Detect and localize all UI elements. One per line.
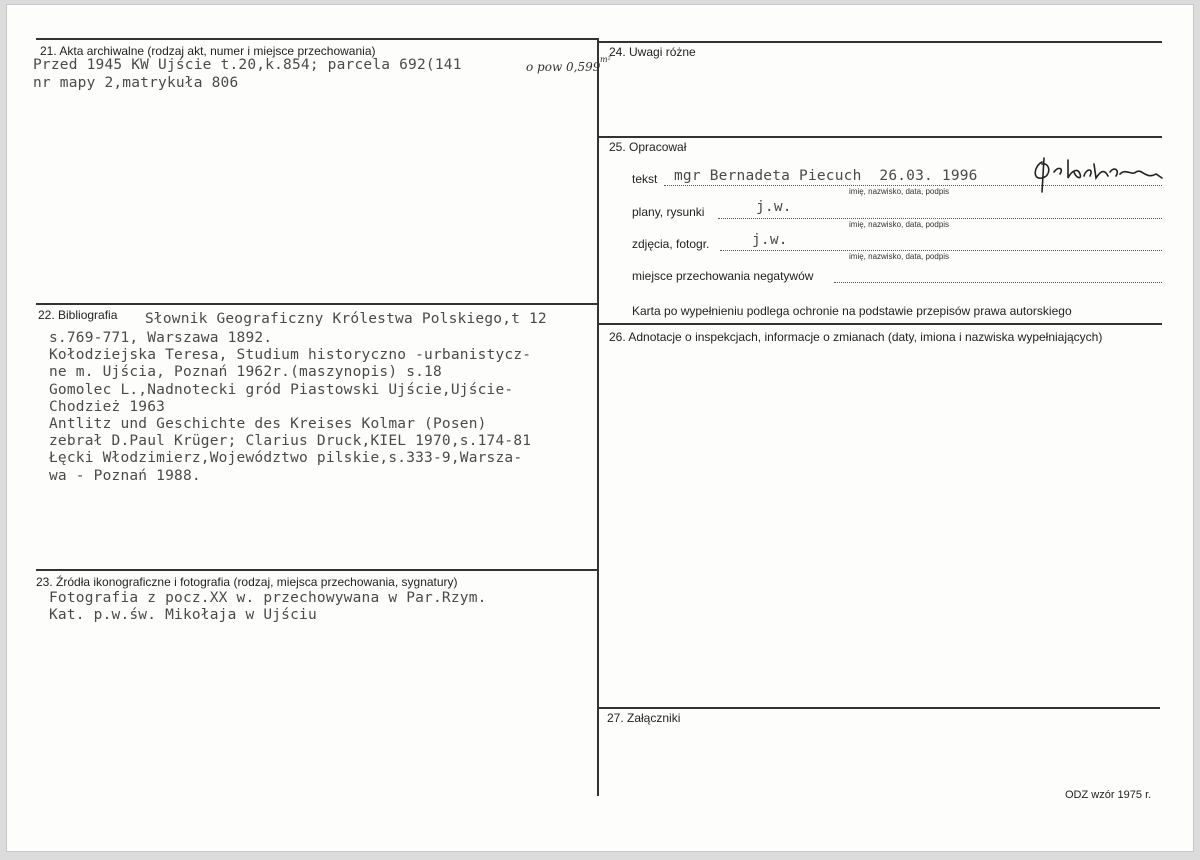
section-24-label: 24. Uwagi różne bbox=[609, 45, 696, 59]
rule-21-22 bbox=[36, 303, 598, 305]
copyright-note: Karta po wypełnieniu podlega ochronie na podstawie przepisów prawa autorskiego bbox=[632, 304, 1072, 318]
top-rule-right bbox=[598, 41, 1162, 43]
section-25-label: 25. Opracował bbox=[609, 140, 687, 154]
rule-24-25 bbox=[598, 136, 1162, 138]
section-21-handwritten-unit: m² bbox=[600, 55, 611, 64]
bibliography-line-2: s.769-771, Warszawa 1892. bbox=[49, 330, 273, 346]
bibliography-line-7: Antlitz und Geschichte des Kreises Kolmar (Posen) bbox=[49, 416, 487, 432]
bibliography-line-6: Chodzież 1963 bbox=[49, 398, 166, 415]
plany-value: j.w. bbox=[756, 199, 792, 215]
miejsce-label: miejsce przechowania negatywów bbox=[632, 269, 814, 283]
section-21-handwritten-area: o pow 0,599 bbox=[526, 60, 601, 74]
zdjecia-value: j.w. bbox=[752, 232, 788, 248]
section-23-label: 23. Źródła ikonograficzne i fotografia (rodzaj, miejsca przechowania, sygnatury) bbox=[36, 575, 458, 589]
plany-label: plany, rysunki bbox=[632, 205, 705, 219]
bibliography-line-5: Gomolec L.,Nadnotecki gród Piastowski Ujście,Ujście- bbox=[49, 381, 514, 398]
section-21-line-2: nr mapy 2,matrykuła 806 bbox=[33, 75, 239, 91]
bibliography-line-4: ne m. Ujścia, Poznań 1962r.(maszynopis) s.18 bbox=[49, 364, 442, 381]
bibliography-line-1: Słownik Geograficzny Królestwa Polskiego,t 12 bbox=[145, 311, 547, 327]
top-rule-left bbox=[36, 38, 598, 40]
tekst-label: tekst bbox=[632, 172, 658, 186]
zdjecia-dotted-line bbox=[720, 250, 1162, 251]
bibliography-line-9: Łęcki Włodzimierz,Województwo pilskie,s.333-9,Warsza- bbox=[49, 450, 523, 467]
section-21-label: 21. Akta archiwalne (rodzaj akt, numer i miejsce przechowania) bbox=[40, 44, 376, 58]
plany-caption: imię, nazwisko, data, podpis bbox=[849, 220, 950, 229]
form-identifier: ODZ wzór 1975 r. bbox=[1065, 789, 1152, 801]
zdjecia-caption: imię, nazwisko, data, podpis bbox=[849, 252, 950, 261]
section-21-line-1: Przed 1945 KW Ujście t.20,k.854; parcela 692(141 bbox=[33, 57, 462, 73]
section-22-label: 22. Bibliografia bbox=[38, 308, 118, 322]
tekst-caption: imię, nazwisko, data, podpis bbox=[849, 187, 950, 196]
bibliography-line-3: Kołodziejska Teresa, Studium historyczno -urbanistycz- bbox=[49, 347, 532, 364]
section-27-label: 27. Załączniki bbox=[607, 711, 681, 725]
author-signature bbox=[1028, 154, 1168, 194]
rule-22-23 bbox=[36, 569, 598, 571]
zdjecia-label: zdjęcia, fotogr. bbox=[632, 237, 710, 251]
miejsce-dotted-line bbox=[834, 282, 1162, 283]
rule-26-27 bbox=[598, 707, 1160, 709]
section-26-label: 26. Adnotacje o inspekcjach, informacje o zmianach (daty, imiona i nazwiska wypełniających) bbox=[609, 330, 1103, 344]
plany-dotted-line bbox=[718, 218, 1162, 219]
bibliography-line-8: zebrał D.Paul Krüger; Clarius Druck,KIEL 1970,s.174-81 bbox=[49, 433, 532, 450]
iconography-line-3: Kat. p.w.św. Mikołaja w Ujściu bbox=[49, 607, 317, 624]
iconography-line-2: Fotografia z pocz.XX w. przechowywana w Par.Rzym. bbox=[49, 590, 487, 606]
center-divider bbox=[597, 38, 599, 796]
bibliography-line-10: wa - Poznań 1988. bbox=[49, 467, 201, 484]
tekst-value: mgr Bernadeta Piecuch 26.03. 1996 bbox=[674, 168, 978, 184]
rule-25-26 bbox=[598, 323, 1162, 325]
